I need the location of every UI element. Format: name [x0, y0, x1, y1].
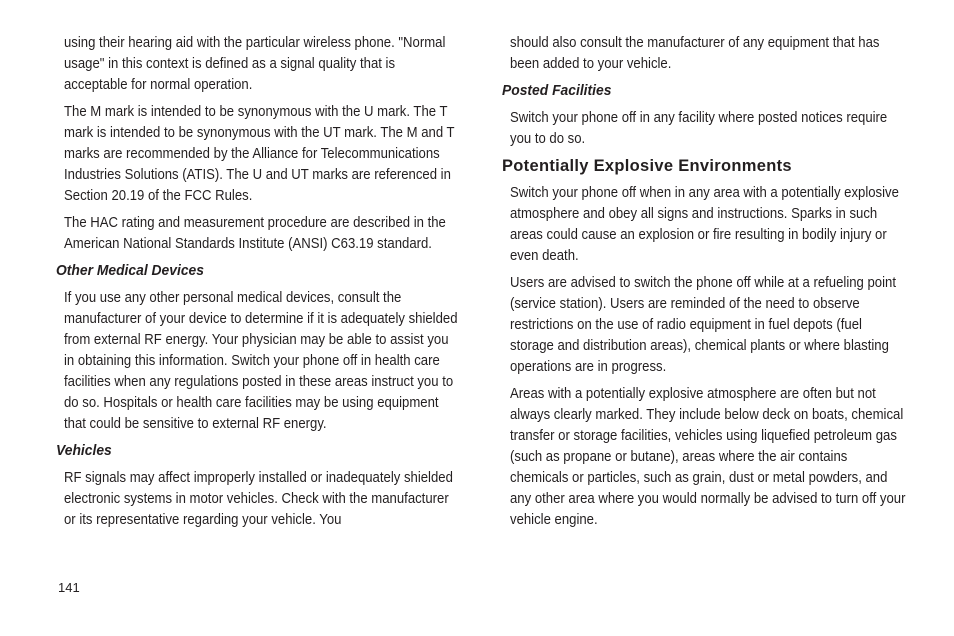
- hearing-aid-paragraph: using their hearing aid with the particular wireless phone. "Normal usage" in this context is defined as a signal quality that is acceptable for normal operation.: [64, 35, 446, 93]
- marked-areas-paragraph: Areas with a potentially explosive atmosphere are often but not always clearly marked. They include below deck on boats, chemical transfer or storage facilities, vehicles using liquefied petroleum gas (such as propane or butane), areas where the air contains chemicals or particles, such as grain, dust or metal powders, and any other area where you would normally be advised to turn off your vehicle engine.: [510, 386, 906, 528]
- explosive-atmosphere-paragraph: Switch your phone off when in any area with a potentially explosive atmosphere and obey all signs and instructions. Sparks in such areas could cause an explosion or fire resulting in bodily injury or even death.: [510, 185, 899, 264]
- other-medical-devices-heading: Other Medical Devices: [56, 263, 204, 279]
- other-medical-devices-paragraph: If you use any other personal medical devices, consult the manufacturer of your device to determine if it is adequately shielded from external RF energy. Your physician may be able to assist you in obtaining this information. Switch your phone off in health care facilities when any regulations posted in these areas instruct you to do so. Hospitals or health care facilities may be using equipment that could be sensitive to external RF energy.: [64, 290, 458, 432]
- hac-rating-paragraph: The HAC rating and measurement procedure are described in the American National Standards Institute (ANSI) C63.19 standard.: [64, 215, 446, 252]
- page-number: 141: [58, 580, 80, 595]
- posted-facilities-heading: Posted Facilities: [502, 83, 612, 99]
- explosive-environments-heading: Potentially Explosive Environments: [502, 157, 792, 175]
- vehicles-heading: Vehicles: [56, 443, 112, 459]
- left-column: [56, 33, 468, 537]
- vehicles-continued-paragraph: should also consult the manufacturer of any equipment that has been added to your vehicle.: [510, 35, 880, 72]
- refueling-paragraph: Users are advised to switch the phone off while at a refueling point (service station). Users are reminded of the need to observe restrictions on the use of radio equipment in fuel depots (fuel storage and distribution areas), chemical plants or where blasting operations are in progress.: [510, 275, 897, 375]
- posted-facilities-paragraph: Switch your phone off in any facility where posted notices require you to do so.: [510, 110, 888, 147]
- vehicles-paragraph: RF signals may affect improperly installed or inadequately shielded electronic systems in motor vehicles. Check with the manufacturer or its representative regarding your vehicle. You: [64, 470, 453, 528]
- mt-mark-paragraph: The M mark is intended to be synonymous with the U mark. The T mark is intended to be synonymous with the UT mark. The M and T marks are recommended by the Alliance for Telecommunications Industries Solutions (ATIS). The U and UT marks are referenced in Section 20.19 of the FCC Rules.: [64, 104, 455, 204]
- right-column: [502, 33, 914, 537]
